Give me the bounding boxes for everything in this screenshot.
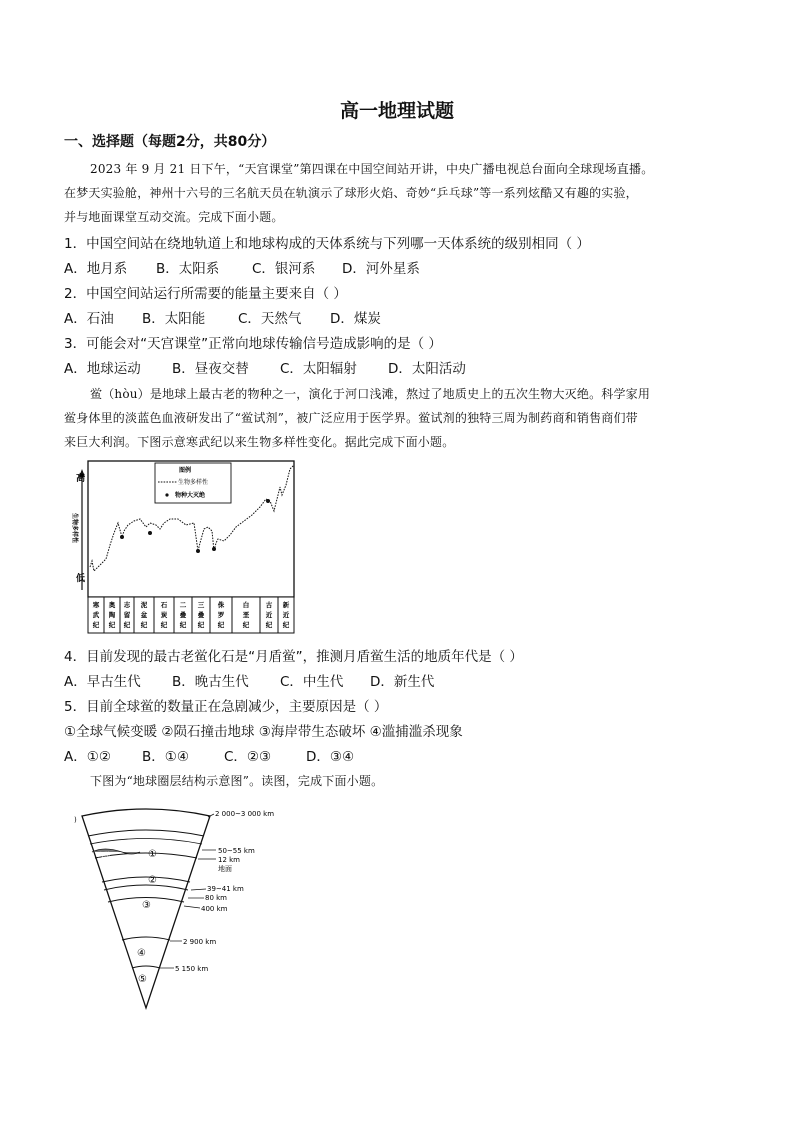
q2-option-b[interactable]: B．太阳能 [142,311,206,327]
q4-option-c[interactable]: C．中生代 [280,674,344,690]
legend-dot-text: 物种大灭绝 [175,492,206,499]
page-title: 高一地理试题 [339,100,454,122]
period-label-char: 纪 [160,621,168,629]
question-3-stem: 3．可能会对“天宫课堂”正常向地球传输信号造成影响的是（ ） [64,336,442,352]
period-label-char: 石 [160,601,168,609]
q3-option-a[interactable]: A．地球运动 [64,361,141,377]
sea-label: 海洋 [98,852,111,859]
legend-title: 图例 [179,467,192,474]
period-label-char: 纪 [282,621,290,629]
question-5-items: ①全球气候变暖 ②陨石撞击地球 ③海岸带生态破坏 ④滥捕滥杀现象 [64,724,463,740]
period-label-char: 奥 [108,601,116,609]
period-label-char: 叠 [197,611,205,619]
depth-label-2900: 2 900 km [183,938,217,946]
y-bottom-label: 低 [76,574,86,584]
depth-label-39: 39~41 km [207,885,244,893]
extinction-marker [266,499,270,503]
period-label-char: 志 [123,601,131,609]
extinction-marker [196,549,200,553]
period-label-char: 纪 [179,621,187,629]
question-1-options [64,257,420,277]
period-label-char: 近 [265,611,273,619]
layer-number: ③ [142,900,151,911]
q5-option-c[interactable]: C．②③ [224,749,272,765]
period-label-char: 新 [282,601,290,609]
extinction-marker [212,547,216,551]
period-label-char: 陶 [108,611,116,619]
y-axis-label: 生物多样性 [71,513,78,544]
passage1-line1: 2023 年 9 月 21 日下午，“天宫课堂”第四课在中国空间站开讲，中央广播电视总台面向全球现场直播。 [90,162,654,176]
layer-number: ② [148,875,157,886]
passage3: 下图为“地球圈层结构示意图”。读图，完成下面小题。 [90,774,384,788]
passage2-line3: 来巨大利润。下图示意寒武纪以来生物多样性变化。据此完成下面小题。 [64,435,455,449]
q3-option-b[interactable]: B．昼夜交替 [172,361,249,377]
question-1-stem: 1．中国空间站在绕地轨道上和地球构成的天体系统与下列哪一天体系统的级别相同（ ） [64,236,590,252]
passage1-line2: 在梦天实验舱，神州十六号的三名航天员在轨演示了球形火焰、奇妙“乒乓球”等一系列炫酷又有趣的实验， [64,186,638,200]
period-label-char: 纪 [123,621,131,629]
period-label-char: 纪 [217,621,225,629]
q4-option-b[interactable]: B．晚古生代 [172,674,249,690]
depth-label-12: 12 km [218,856,241,864]
passage1-line3: 并与地面课堂互动交流。完成下面小题。 [64,210,284,224]
depth-label-top: 2 000~3 000 km [215,810,275,818]
period-label-char: 罗 [217,611,225,619]
q2-option-a[interactable]: A．石油 [64,311,114,327]
question-2-stem: 2．中国空间站运行所需要的能量主要来自（ ） [64,286,347,302]
q3-option-d[interactable]: D．太阳活动 [388,361,466,377]
layer-number: ① [148,849,157,860]
period-label-char: 炭 [160,611,168,619]
period-label-char: 泥 [140,601,148,609]
question-3-options [64,357,466,377]
period-label-char: 古 [265,601,273,609]
period-label-char: 叠 [179,611,187,619]
q5-option-a[interactable]: A．①② [64,749,111,765]
period-label-char: 武 [92,611,100,619]
period-row [88,597,294,633]
biodiversity-chart [60,455,310,635]
q1-option-b[interactable]: B．太阳系 [156,261,220,277]
question-2-options [64,307,381,327]
depth-label-80: 80 km [205,894,228,902]
layer-number: ⑤ [138,974,147,985]
period-label-char: 纪 [242,621,250,629]
period-label-char: 纪 [197,621,205,629]
period-label-char: 纪 [265,621,273,629]
layer-number: ④ [137,948,146,959]
legend-line-text: 生物多样性 [178,479,209,486]
depth-label-50: 50~55 km [218,847,255,855]
q2-option-d[interactable]: D．煤炭 [330,311,381,327]
land-surface-label: 地面 [218,865,232,873]
corner-mark: ) [74,816,77,824]
period-label-char: 纪 [108,621,116,629]
extinction-marker [120,535,124,539]
section-heading: 一、选择题（每题2分，共80分） [64,134,276,150]
q3-option-c[interactable]: C．太阳辐射 [280,361,357,377]
earth-layer-diagram [70,800,310,1015]
passage2-line2: 鲎身体里的淡蓝色血液研发出了“鲎试剂”，被广泛应用于医学界。鲎试剂的独特三周为制药商和销售商们带 [64,411,638,425]
passage2-line1: 鲎（hòu）是地球上最古老的物种之一，演化于河口浅滩，熬过了地质史上的五次生物大灭绝。科学家用 [90,387,651,401]
q1-option-a[interactable]: A．地月系 [64,261,128,277]
period-label-char: 近 [282,611,290,619]
q4-option-a[interactable]: A．早古生代 [64,674,141,690]
q1-option-c[interactable]: C．银河系 [252,261,316,277]
y-top-label: 高 [76,474,86,484]
depth-label-400: 400 km [201,905,228,913]
period-label-char: 盆 [140,611,148,619]
period-label-char: 纪 [140,621,148,629]
q1-option-d[interactable]: D．河外星系 [342,261,420,277]
q5-option-d[interactable]: D．③④ [306,749,355,765]
depth-label-5150: 5 150 km [175,965,209,973]
question-4-stem: 4．目前发现的最古老鲎化石是“月盾鲎”，推测月盾鲎生活的地质年代是（ ） [64,649,523,665]
q4-option-d[interactable]: D．新生代 [370,674,435,690]
period-label-char: 留 [123,611,131,619]
period-label-char: 二 [179,601,187,609]
q5-option-b[interactable]: B．①④ [142,749,189,765]
period-label-char: 纪 [92,621,100,629]
question-5-stem: 5．目前全球鲎的数量正在急剧减少，主要原因是（ ） [64,699,388,715]
period-label-char: 寒 [92,601,100,609]
period-label-char: 三 [197,601,205,609]
extinction-marker [148,531,152,535]
period-label-char: 垩 [242,611,250,619]
question-4-options [64,670,434,690]
legend-dot-sample [165,493,168,496]
question-5-options [64,745,354,765]
q2-option-c[interactable]: C．天然气 [238,311,302,327]
period-label-char: 侏 [217,601,225,609]
period-label-char: 白 [242,601,250,609]
